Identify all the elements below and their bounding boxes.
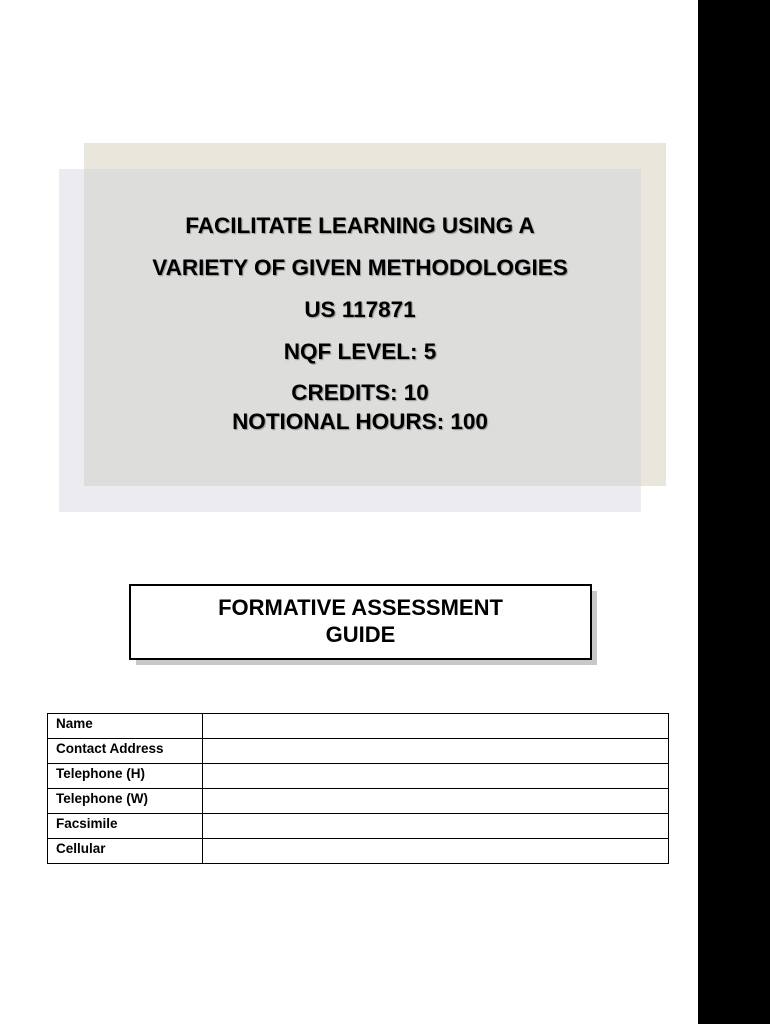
nqf-level: NQF LEVEL: 5 bbox=[283, 339, 437, 364]
facsimile-field[interactable] bbox=[203, 814, 669, 839]
table-row bbox=[48, 839, 669, 864]
table-row bbox=[48, 764, 669, 789]
telephone-home-label: Telephone (H) bbox=[48, 764, 203, 789]
title-line-1: FACILITATE LEARNING USING A bbox=[185, 213, 535, 238]
side-bar bbox=[698, 0, 770, 1024]
credits: CREDITS: 10 bbox=[291, 380, 429, 405]
name-label: Name bbox=[48, 714, 203, 739]
table-row bbox=[48, 714, 669, 739]
title-line-2: VARIETY OF GIVEN METHODOLOGIES bbox=[152, 255, 568, 280]
unit-standard: US 117871 bbox=[304, 297, 416, 322]
cellular-label: Cellular bbox=[48, 839, 203, 864]
guide-title-box bbox=[129, 584, 592, 660]
facsimile-label: Facsimile bbox=[48, 814, 203, 839]
telephone-work-label: Telephone (W) bbox=[48, 789, 203, 814]
telephone-work-field[interactable] bbox=[203, 789, 669, 814]
guide-title-line-1: FORMATIVE ASSESSMENT bbox=[218, 595, 503, 620]
notional-hours: NOTIONAL HOURS: 100 bbox=[232, 409, 488, 434]
cellular-field[interactable] bbox=[203, 839, 669, 864]
guide-title-line-2: GUIDE bbox=[325, 622, 396, 647]
table-row bbox=[48, 739, 669, 764]
table-row bbox=[48, 789, 669, 814]
table-row bbox=[48, 814, 669, 839]
telephone-home-field[interactable] bbox=[203, 764, 669, 789]
contact-address-label: Contact Address bbox=[48, 739, 203, 764]
learner-details-table bbox=[47, 713, 669, 864]
name-field[interactable] bbox=[203, 714, 669, 739]
contact-address-field[interactable] bbox=[203, 739, 669, 764]
